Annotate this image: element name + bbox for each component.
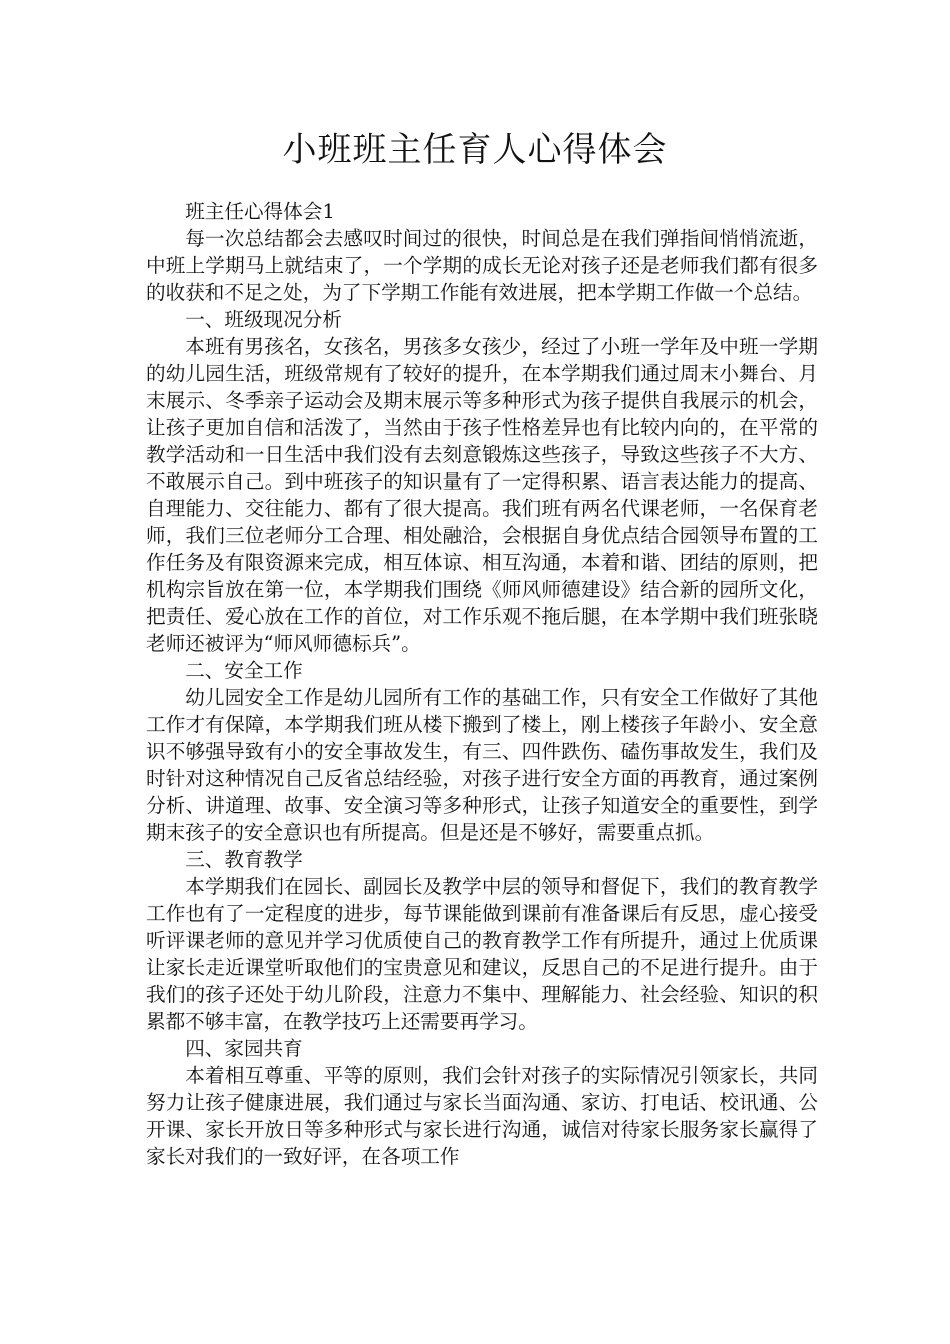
section-heading: 四、家园共育 (185, 1037, 303, 1060)
body-paragraph: 本着相互尊重、平等的原则，我们会针对孩子的实际情况引领家长，共同努力让孩子健康进展，我们通过与家长当面沟通、家访、打电话、校讯通、公开课、家长开放日等多种形式与家长进行沟通，诚信对待家长服务家长赢得了家长对我们的一致好评，在各项工作 (146, 1064, 818, 1168)
body-paragraph: 每一次总结都会去感叹时间过的很快，时间总是在我们弹指间悄悄流逝，中班上学期马上就结束了，一个学期的成长无论对孩子还是老师我们都有很多的收获和不足之处，为了下学期工作能有效进展，把本学期工作做一个总结。 (146, 227, 818, 304)
section-heading: 二、安全工作 (185, 659, 303, 682)
section-heading: 三、教育教学 (185, 848, 303, 871)
document-title: 小班班主任育人心得体会 (282, 130, 668, 170)
subtitle-paragraph: 班主任心得体会1 (185, 200, 335, 223)
document-body (146, 198, 818, 1170)
body-paragraph: 本班有男孩名，女孩名，男孩多女孩少，经过了小班一学年及中班一学期的幼儿园生活，班级常规有了较好的提升，在本学期我们通过周末小舞台、月末展示、冬季亲子运动会及期末展示等多种形式为孩子提供自我展示的机会，让孩子更加自信和活泼了，当然由于孩子性格差异也有比较内向的，在平常的教学活动和一日生活中我们没有去刻意锻炼这些孩子，导致这些孩子不大方、不敢展示自己。到中班孩子的知识量有了一定得积累、语言表达能力的提高、自理能力、交往能力、都有了很大提高。我们班有两名代课老师，一名保育老师，我们三位老师分工合理、相处融洽，会根据自身优点结合园领导布置的工作任务及有限资源来完成，相互体谅、相互沟通，本着和谐、团结的原则，把机构宗旨放在第一位，本学期我们围绕《师风师德建设》结合新的园所文化，把责任、爱心放在工作的首位，对工作乐观不拖后腿，在本学期中我们班张晓老师还被评为“师风师德标兵”。 (146, 335, 818, 655)
body-paragraph: 幼儿园安全工作是幼儿园所有工作的基础工作，只有安全工作做好了其他工作才有保障，本学期我们班从楼下搬到了楼上，刚上楼孩子年龄小、安全意识不够强导致有小的安全事故发生，有三、四件跌伤、磕伤事故发生，我们及时针对这种情况自己反省总结经验，对孩子进行安全方面的再教育，通过案例分析、讲道理、故事、安全演习等多种形式，让孩子知道安全的重要性，到学期末孩子的安全意识也有所提高。但是还是不够好，需要重点抓。 (146, 686, 818, 844)
section-heading: 一、班级现况分析 (185, 308, 342, 331)
body-paragraph: 本学期我们在园长、副园长及教学中层的领导和督促下，我们的教育教学工作也有了一定程度的进步，每节课能做到课前有准备课后有反思，虚心接受听评课老师的意见并学习优质使自己的教育教学工作有所提升，通过上优质课让家长走近课堂听取他们的宝贵意见和建议，反思自己的不足进行提升。由于我们的孩子还处于幼儿阶段，注意力不集中、理解能力、社会经验、知识的积累都不够丰富，在教学技巧上还需要再学习。 (146, 875, 818, 1033)
